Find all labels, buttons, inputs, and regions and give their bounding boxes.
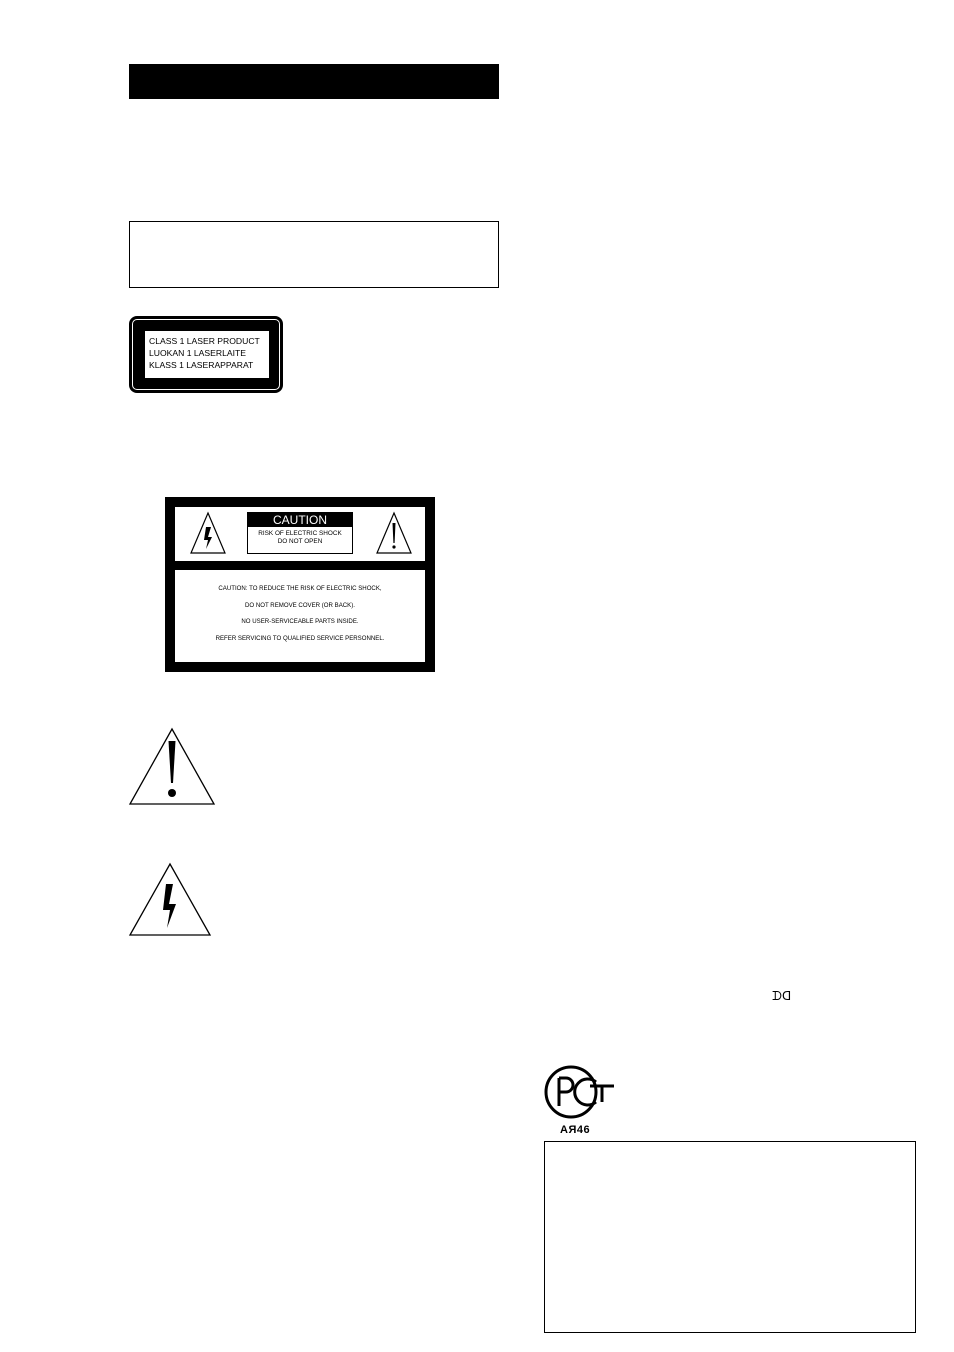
lightning-triangle-icon: [189, 511, 227, 555]
lightning-triangle-icon: [128, 862, 212, 938]
laser-line: CLASS 1 LASER PRODUCT: [149, 336, 260, 346]
laser-line: LUOKAN 1 LASERLAITE: [149, 348, 246, 358]
exclamation-triangle-icon: [128, 727, 216, 807]
caution-label: [165, 497, 435, 672]
caution-heading: CAUTION: [248, 513, 352, 527]
notice-box-bottom: [544, 1141, 916, 1333]
caution-center-box: [247, 512, 353, 554]
caution-body-panel: [175, 570, 425, 662]
certification-code: АЯ46: [560, 1124, 591, 1136]
laser-line: KLASS 1 LASERAPPARAT: [149, 360, 254, 370]
caution-sub-text: [248, 527, 352, 546]
laser-label-text: [145, 331, 269, 378]
caution-body-line: CAUTION: TO REDUCE THE RISK OF ELECTRIC SHOCK,: [218, 585, 382, 592]
notice-box: [129, 221, 499, 288]
dolby-logo: ᗪᗡ: [772, 989, 792, 1003]
caution-body-line: REFER SERVICING TO QUALIFIED SERVICE PERSONNEL.: [215, 634, 385, 642]
pct-certification-logo: [544, 1064, 616, 1120]
exclamation-triangle-icon: [375, 511, 413, 555]
caution-top-panel: [175, 507, 425, 561]
caution-sub-line: DO NOT OPEN: [277, 538, 323, 545]
laser-product-label: [130, 317, 282, 392]
caution-body-line: NO USER-SERVICEABLE PARTS INSIDE.: [241, 618, 359, 626]
section-title-bar: [129, 64, 499, 99]
caution-sub-line: RISK OF ELECTRIC SHOCK: [258, 530, 342, 537]
caution-body-line: DO NOT REMOVE COVER (OR BACK).: [245, 601, 355, 609]
